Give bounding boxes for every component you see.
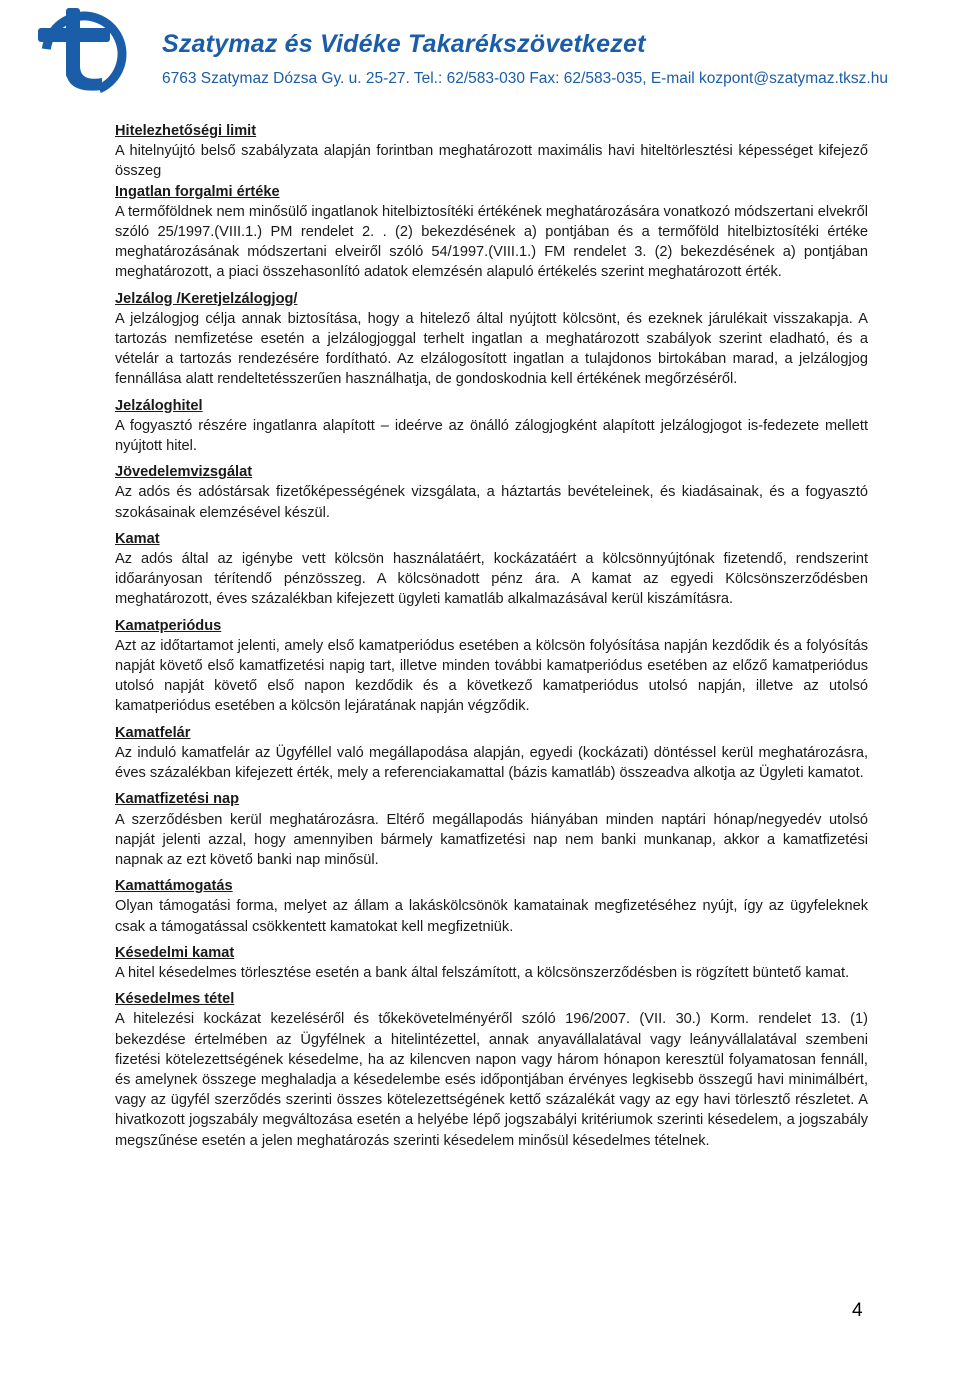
bank-logo-icon bbox=[10, 2, 150, 98]
term-definition: Olyan támogatási forma, melyet az állam a lakáskölcsönök kamatainak megfizetéséhez nyújt, így az ügyfeleknek csak a támogatással csökkentett kamatokat kell megfizetniük. bbox=[115, 898, 868, 935]
glossary-content bbox=[115, 121, 868, 1151]
term-heading: Kamatfelár bbox=[115, 724, 191, 741]
term-heading: Kamat bbox=[115, 530, 160, 547]
glossary-entry bbox=[115, 396, 868, 457]
term-definition: A fogyasztó részére ingatlanra alapított – ideérve az önálló zálogjogként alapított jelzálogjogot is-fedezete mellett nyújtott hitel. bbox=[115, 417, 868, 455]
term-heading: Jövedelemvizsgálat bbox=[115, 464, 253, 481]
glossary-entry bbox=[115, 876, 868, 937]
glossary-entry bbox=[115, 462, 868, 523]
term-heading: Kamatperiódus bbox=[115, 617, 222, 634]
term-definition: Az adós és adóstársak fizetőképességének vizsgálata, a háztartás bevételeinek, és kiadásainak, és a fogyasztó szokásainak elemzésével készül. bbox=[115, 484, 868, 521]
term-heading: Kamattámogatás bbox=[115, 878, 233, 895]
organization-name: Szatymaz és Vidéke Takarékszövetkezet bbox=[162, 30, 646, 58]
term-definition: A termőföldnek nem minősülő ingatlanok hitelbiztosítéki értékének meghatározására vonatkozó módszertani elvekről szóló 25/1997.(VIII.1.) PM rendelet 2. . (2) bekezdésének a) pontjában és a termőföld hitelbiztosítéki értéke meghatározásának módszertani elveiről szóló 54/1997.(VIII.1.) FM rendelet 3. (2) bekezdésének a) pontjában meghatározott, a piaci összehasonlító adatok elemzésén alapuló értékelés szerint meghatározott érték. bbox=[115, 203, 868, 281]
term-heading: Késedelmes tétel bbox=[115, 991, 235, 1008]
glossary-entry bbox=[115, 616, 868, 717]
glossary-entry bbox=[115, 943, 868, 983]
term-definition: A hitel késedelmes törlesztése esetén a bank által felszámított, a kölcsönszerződésben is rögzített büntető kamat. bbox=[115, 964, 850, 981]
term-definition: Az induló kamatfelár az Ügyféllel való megállapodása alapján, egyedi (kockázati) döntéssel kerül meghatározásra, éves százalékban kifejezett érték, mely a referenciakamattal (bázis kamatláb) összeadva alkotja az Ügyleti kamatot. bbox=[115, 744, 868, 782]
glossary-entry bbox=[115, 723, 868, 784]
glossary-entry bbox=[115, 529, 868, 610]
term-heading: Jelzálog /Keretjelzálogjog/ bbox=[115, 290, 298, 307]
term-heading: Kamatfizetési nap bbox=[115, 791, 240, 808]
term-definition: A szerződésben kerül meghatározásra. Eltérő megállapodás hiányában minden naptári hónap/negyedév utolsó napját jelenti azzal, hogy amennyiben bármely kamatfizetési nap nem banki munkanap, akkor a kamatfizetési napnak az ezt követő banki nap minősül. bbox=[115, 811, 868, 868]
letterhead bbox=[0, 0, 960, 100]
term-heading: Hitelezhetőségi limit bbox=[115, 123, 257, 139]
term-heading: Ingatlan forgalmi értéke bbox=[115, 183, 280, 200]
organization-address: 6763 Szatymaz Dózsa Gy. u. 25-27. Tel.: 62/583-030 Fax: 62/583-035, E-mail kozpont@szatymaz.tksz.hu bbox=[162, 70, 888, 87]
term-definition: Az adós által az igénybe vett kölcsön használatáért, kockázatáért a kölcsönnyújtónak fizetendő, rendszerint időarányosan térítendő pénzösszeg. A kölcsönadott pénz ára. A kamat az egyedi Kölcsönszerződésben meghatározott, éves százalékban kifejezett ügyleti kamatláb alkalmazásával kerül kiszámításra. bbox=[115, 551, 868, 608]
term-definition: A jelzálogjog célja annak biztosítása, hogy a hitelező által nyújtott kölcsönt, és ezeknek járulékait visszakapja. A tartozás nemfizetése esetén a jelzálogjoggal terhelt ingatlan a meghatározott szabályok szerint eladható, és a vételár a tartozás rendezésére fordítható. Az elzálogosított ingatlan a tulajdonos birtokában marad, a jelzálogjog fennállása alatt rendeltetésszerűen használhatja, de gondoskodnia kell értékének megőrzéséről. bbox=[115, 310, 868, 388]
page-number: 4 bbox=[852, 1300, 863, 1321]
term-definition: A hitelnyújtó belső szabályzata alapján forintban meghatározott maximális havi hiteltörlesztési képességet kifejező összeg bbox=[115, 143, 868, 180]
glossary-entry bbox=[115, 789, 868, 870]
term-heading: Jelzáloghitel bbox=[115, 397, 203, 414]
glossary-entry bbox=[115, 289, 868, 390]
term-heading: Késedelmi kamat bbox=[115, 944, 235, 961]
glossary-entry bbox=[115, 182, 868, 283]
term-definition: A hitelezési kockázat kezeléséről és tőkekövetelményéről szóló 196/2007. (VII. 30.) Korm. rendelet 13. (1) bekezdése értelmében az Ügyfélnek a hitelintézettel, annak anyavállalatával vagy leányvállalatával szembeni fizetési kötelezettségének késedelme, ha az kilencven napon vagy három hónapon keresztül folyamatosan fennáll, és amelynek összege meghaladja a késedelembe esés időpontjában érvényes legkisebb összegű havi minimálbért, vagy az ügyfél szerződés szerinti összes kötelezettségének kettő százalékát vagy az egy havi törlesztő részletet. A hivatkozott jogszabály megváltozása esetén a helyébe lépő jogszabályi kritériumok szerinti késedelem, a jogszabály megszűnése esetén a jelen meghatározás szerinti késedelem minősül késedelmes tételnek. bbox=[115, 1011, 868, 1149]
glossary-entry bbox=[115, 121, 868, 182]
term-definition: Azt az időtartamot jelenti, amely első kamatperiódus esetében a kölcsön folyósítása napján kezdődik és a folyósítás napját követő első kamatfizetési napig tart, illetve minden további kamatperiódus esetében az előző kamatperiódus utolsó napját követő első napon kezdődik és a következő kamatperiódus utolsó napján, illetve az utolsó kamatperiódus esetében a kölcsön lejáratának napján végződik. bbox=[115, 637, 868, 715]
glossary-entry bbox=[115, 989, 868, 1151]
